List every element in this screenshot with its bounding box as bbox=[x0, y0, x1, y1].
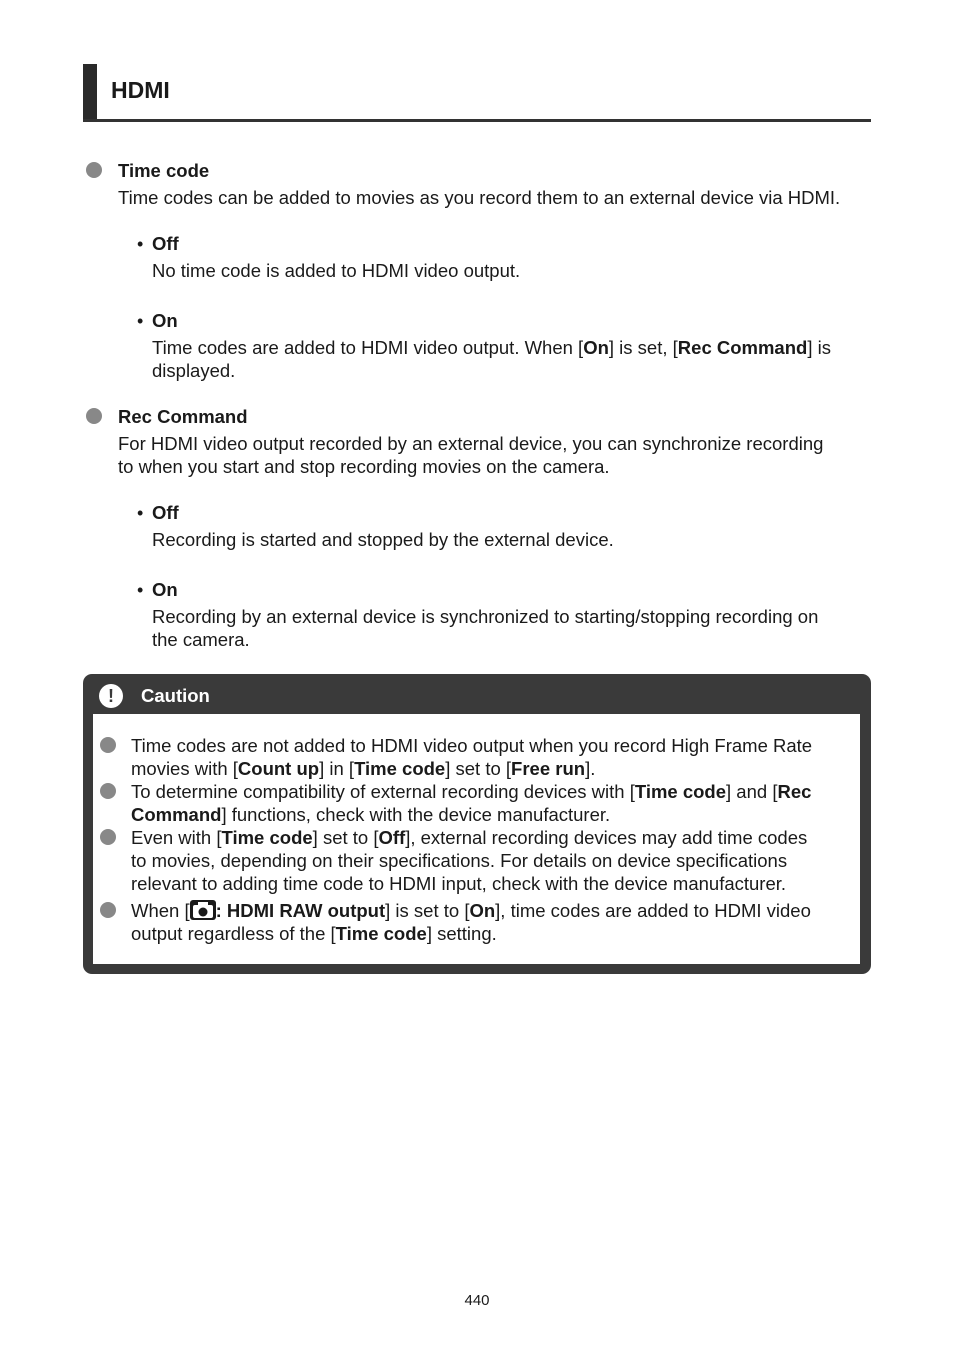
bullet-circle-icon bbox=[100, 902, 116, 918]
bullet-dot-icon: • bbox=[137, 234, 144, 254]
caution-item-1-cont: movies with [Count up] in [Time code] set to [Free run]. bbox=[131, 758, 596, 779]
rec-command-off-label: Off bbox=[152, 502, 179, 523]
caution-item-2: To determine compatibility of external recording devices with [Time code] and [Rec bbox=[131, 781, 812, 802]
time-code-on-label: On bbox=[152, 310, 178, 331]
bullet-circle-icon bbox=[86, 408, 102, 424]
rec-command-title: Rec Command bbox=[118, 406, 248, 427]
caution-item-1: Time codes are not added to HDMI video output when you record High Frame Rate bbox=[131, 735, 813, 756]
rec-command-on-label: On bbox=[152, 579, 178, 600]
page-number: 440 bbox=[464, 1292, 490, 1309]
rec-command-on-desc: Recording by an external device is synchronized to starting/stopping recording on bbox=[152, 606, 819, 627]
time-code-desc: Time codes can be added to movies as you record them to an external device via HDMI. bbox=[118, 187, 841, 208]
bullet-dot-icon: • bbox=[137, 311, 144, 331]
caution-item-3: Even with [Time code] set to [Off], external recording devices may add time codes bbox=[131, 827, 808, 848]
bullet-circle-icon bbox=[86, 162, 102, 178]
camera-icon bbox=[190, 900, 216, 920]
caution-item-2-cont: Command] functions, check with the device manufacturer. bbox=[131, 804, 611, 825]
bullet-circle-icon bbox=[100, 829, 116, 845]
time-code-off-label: Off bbox=[152, 233, 179, 254]
time-code-on-desc: Time codes are added to HDMI video output. When [On] is set, [Rec Command] is bbox=[152, 337, 831, 358]
rec-command-desc: For HDMI video output recorded by an external device, you can synchronize recording bbox=[118, 433, 824, 454]
exclamation-icon: ! bbox=[99, 684, 123, 708]
caution-item-3-cont: to movies, depending on their specifications. For details on device specifications bbox=[131, 850, 788, 871]
section-heading bbox=[83, 64, 871, 122]
page-title: HDMI bbox=[111, 77, 170, 103]
heading-bar bbox=[83, 64, 97, 119]
rec-command-on-desc-cont: the camera. bbox=[152, 629, 250, 650]
time-code-off-desc: No time code is added to HDMI video output. bbox=[152, 260, 521, 281]
bullet-dot-icon: • bbox=[137, 503, 144, 523]
caution-item-3-cont2: relevant to adding time code to HDMI input, check with the device manufacturer. bbox=[131, 873, 787, 894]
bullet-circle-icon bbox=[100, 737, 116, 753]
rec-command-desc-cont: to when you start and stop recording movies on the camera. bbox=[118, 456, 610, 477]
time-code-on-desc-cont: displayed. bbox=[152, 360, 236, 381]
caution-item-4: When [ : HDMI RAW output] is set to [On], time codes are added to HDMI video bbox=[131, 900, 811, 921]
rec-command-off-desc: Recording is started and stopped by the external device. bbox=[152, 529, 614, 550]
caution-title: Caution bbox=[141, 685, 210, 706]
caution-item-4-cont: output regardless of the [Time code] setting. bbox=[131, 923, 497, 944]
bullet-circle-icon bbox=[100, 783, 116, 799]
bullet-dot-icon: • bbox=[137, 580, 144, 600]
time-code-title: Time code bbox=[118, 160, 210, 181]
